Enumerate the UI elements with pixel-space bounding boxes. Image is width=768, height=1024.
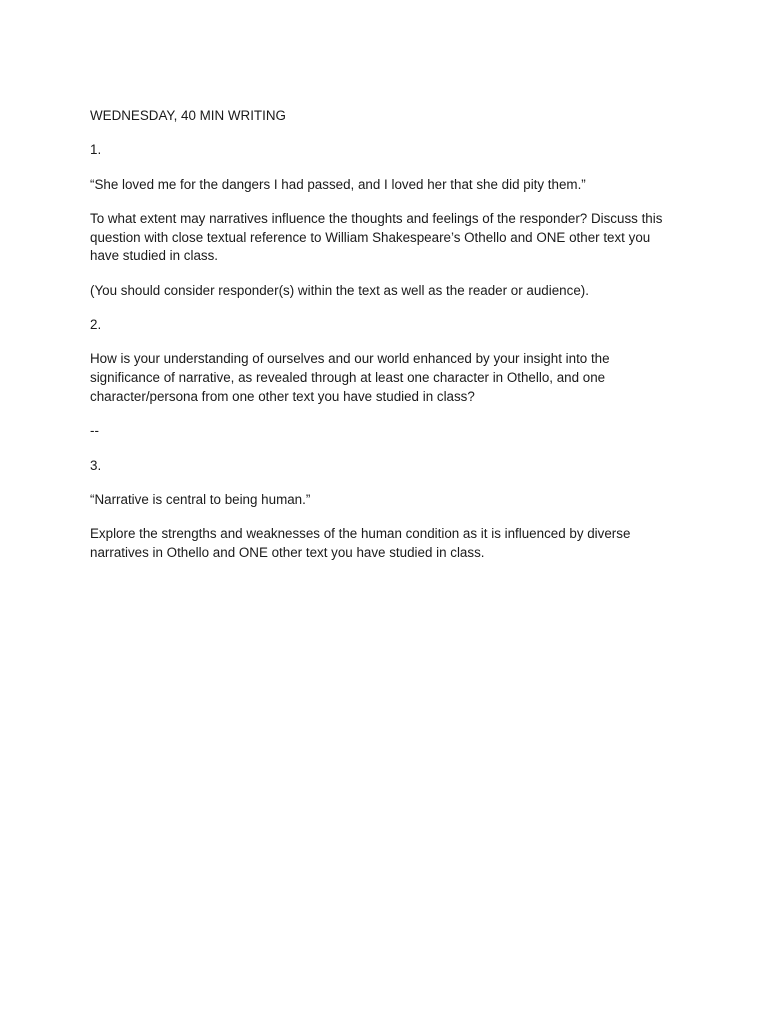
document-body: [90, 107, 680, 578]
document-heading: WEDNESDAY, 40 MIN WRITING: [90, 108, 286, 123]
question-3-number: 3.: [90, 457, 102, 473]
section-separator: --: [90, 423, 99, 439]
question-3-quote: “Narrative is central to being human.”: [90, 491, 311, 507]
question-1-prompt: To what extent may narratives influence the thoughts and feelings of the responder? Discuss this question with close textual reference to William Shakespeare’s Othello and ONE other text you have studied in class.: [90, 210, 663, 264]
question-3-prompt: Explore the strengths and weaknesses of the human condition as it is influenced by diverse narratives in Othello and ONE other text you have studied in class.: [90, 526, 631, 560]
question-1-note: (You should consider responder(s) within the text as well as the reader or audience).: [90, 282, 589, 298]
question-2-prompt: How is your understanding of ourselves and our world enhanced by your insight into the significance of narrative, as revealed through at least one character in Othello, and one character/persona from one other text you have studied in class?: [90, 351, 610, 404]
question-2-number: 2.: [90, 317, 102, 333]
question-1-quote: “She loved me for the dangers I had passed, and I loved her that she did pity them.”: [90, 176, 586, 192]
question-1-number: 1.: [90, 142, 102, 158]
